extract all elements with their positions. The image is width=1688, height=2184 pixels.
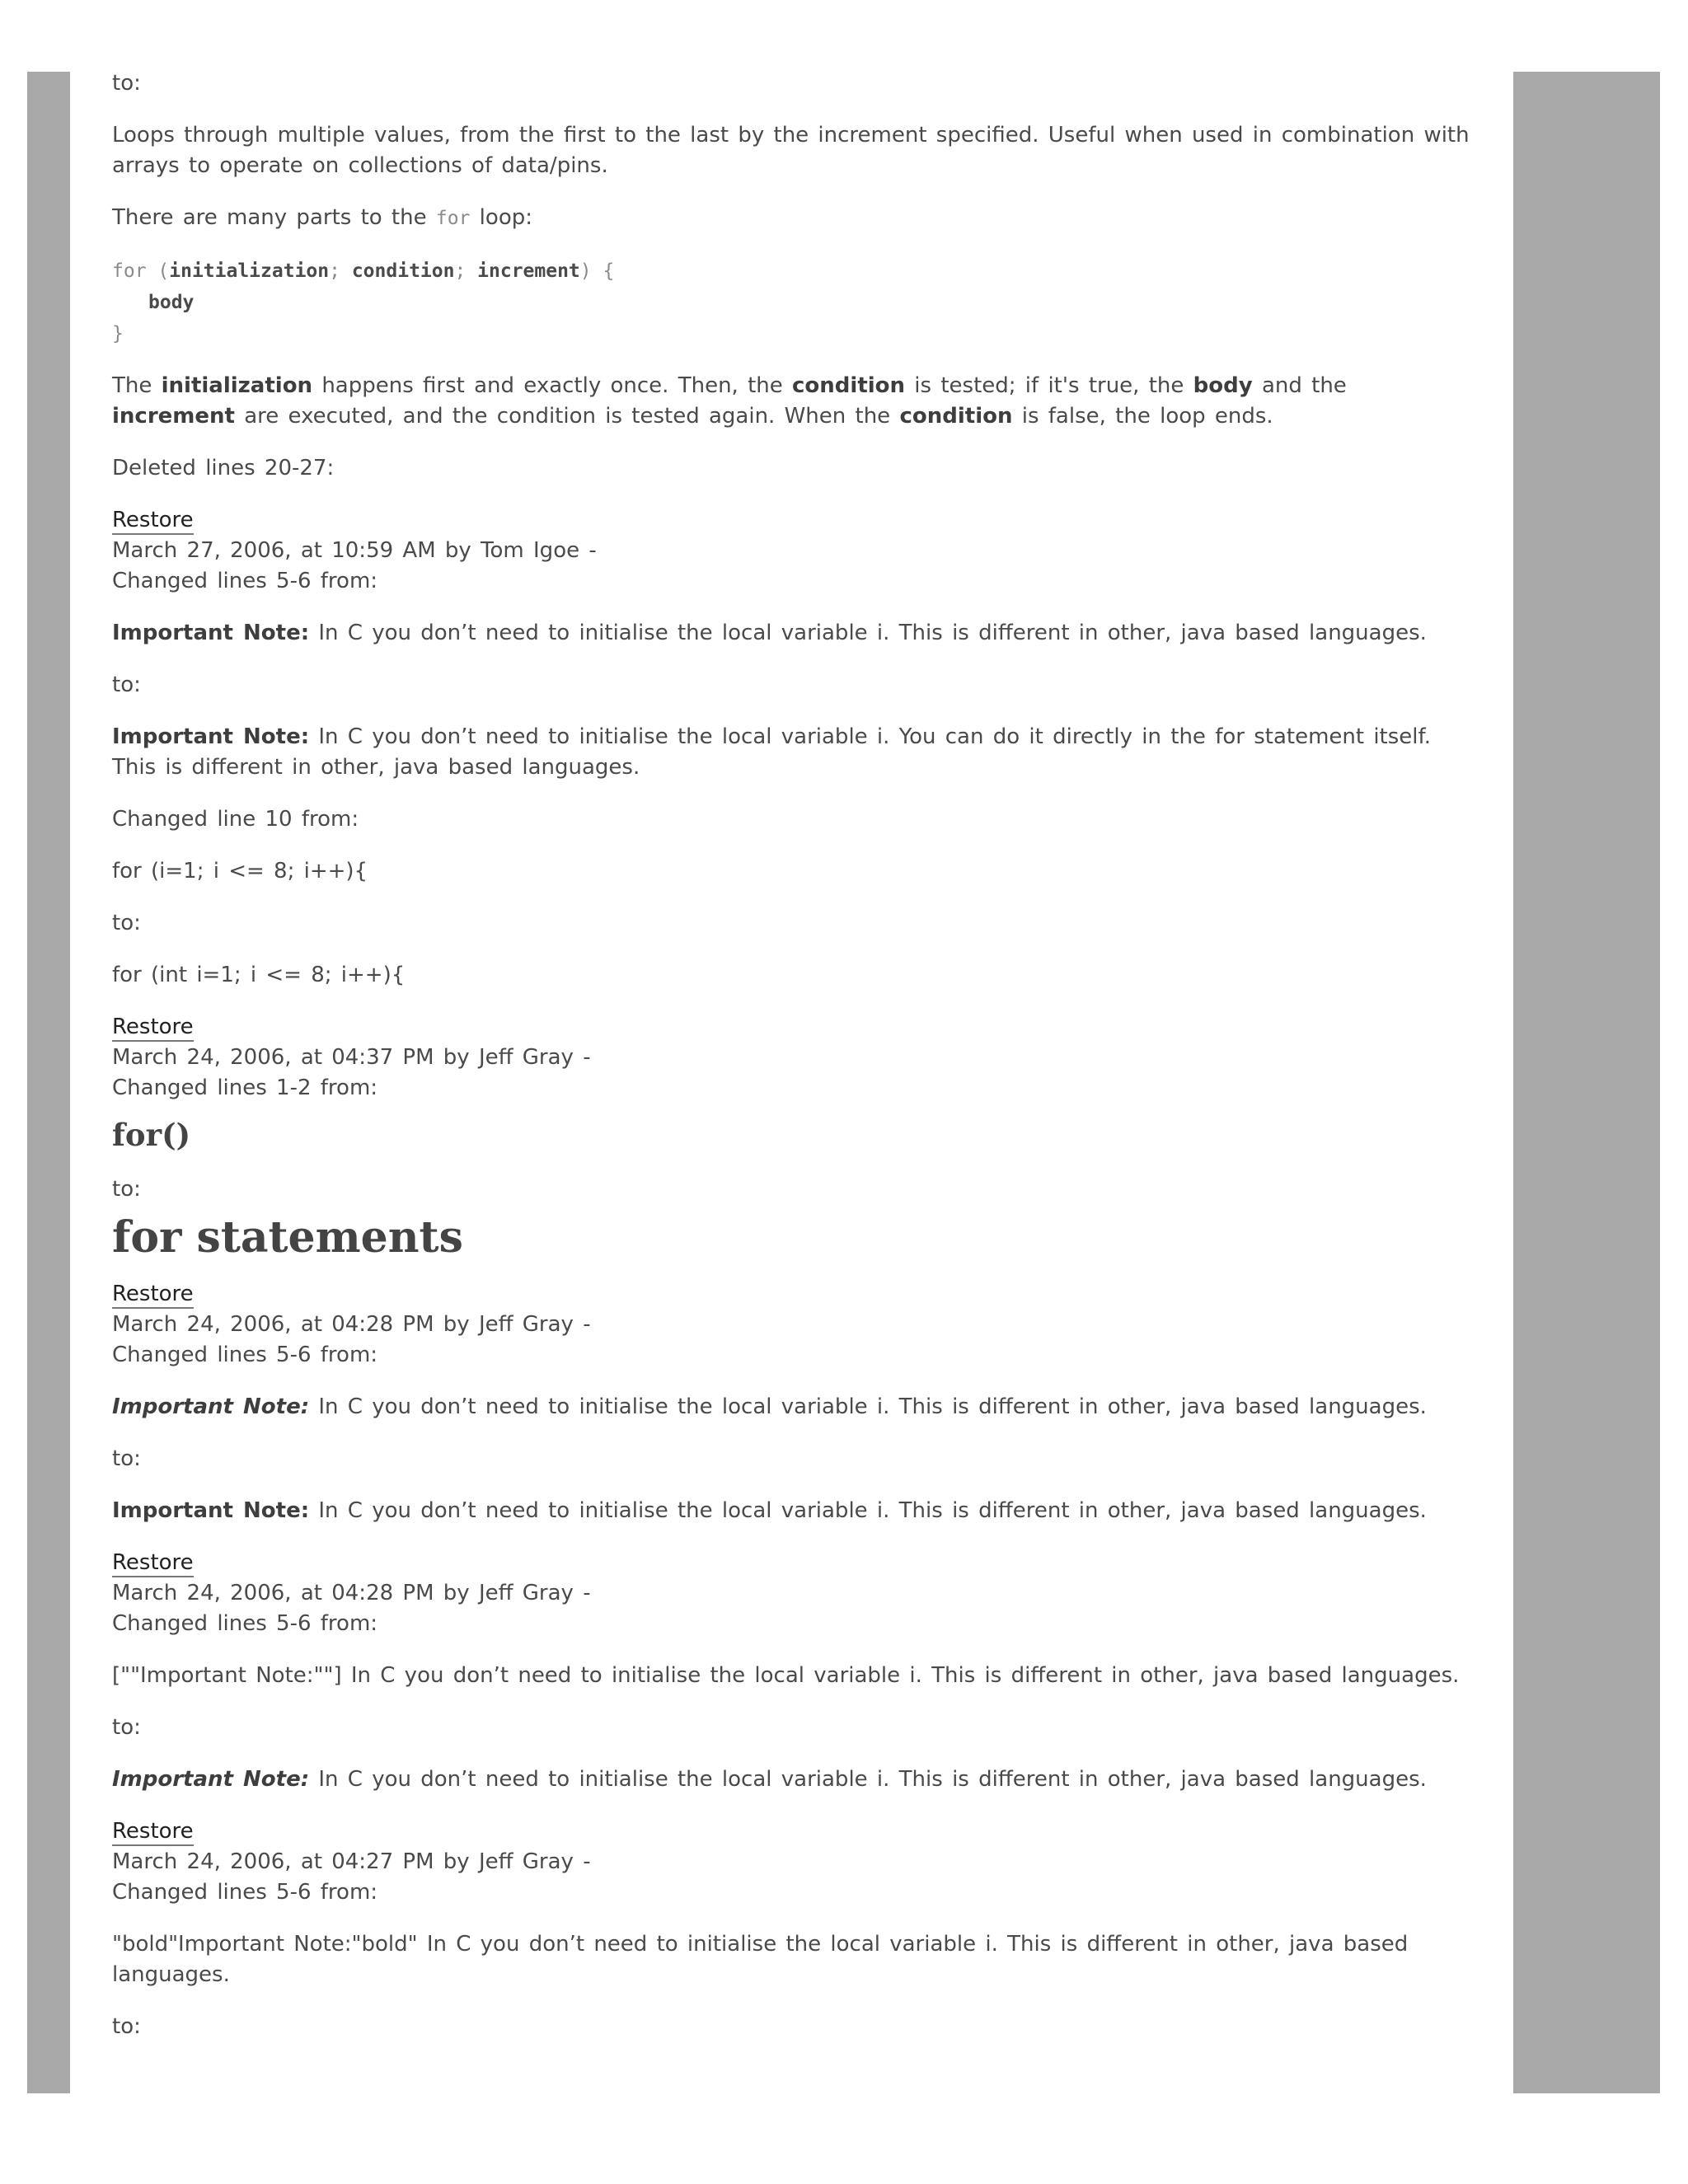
inline-code-for: for [435,208,471,229]
loop-description: Loops through multiple values, from the first to the last by the increment specified. Useful when used in combination with arrays to operate on collections of data/pins. [112,123,1470,178]
new-important-note: Important Note: In C you don’t need to initialise the local variable i. This is different in other, java based languages. [112,1767,1427,1792]
right-page-margin [1513,72,1660,2093]
code-condition: condition [351,260,455,282]
old-important-note: Important Note: In C you don’t need to initialise the local variable i. This is different in other, java based languages. [112,1394,1427,1419]
left-page-margin [27,72,70,2093]
old-code-line: for (i=1; i <= 8; i++){ [112,859,368,883]
to-label: to: [112,71,141,96]
restore-link[interactable]: Restore [112,508,194,535]
new-important-note: Important Note: In C you don’t need to initialise the local variable i. This is different in other, java based languages. [112,1498,1427,1523]
to-label: to: [112,1715,141,1740]
old-heading: for() [112,1117,191,1153]
change-summary: Changed lines 5-6 from: [112,569,378,593]
deleted-lines-note: Deleted lines 20-27: [112,456,335,480]
loop-parts-intro: There are many parts to the for loop: [112,205,532,230]
revision-meta: March 27, 2006, at 10:59 AM by Tom Igoe - [112,538,597,563]
new-heading: for statements [112,1212,463,1263]
new-code-line: for (int i=1; i <= 8; i++){ [112,963,406,987]
change-summary: Changed lines 5-6 from: [112,1611,378,1636]
change-summary: Changed lines 5-6 from: [112,1880,378,1905]
restore-link[interactable]: Restore [112,1550,194,1577]
revision-meta: March 24, 2006, at 04:28 PM by Jeff Gray - [112,1581,591,1605]
restore-link[interactable]: Restore [112,1282,194,1309]
page-content [112,68,1472,2064]
revision-meta: March 24, 2006, at 04:27 PM by Jeff Gray - [112,1849,591,1874]
to-label: to: [112,911,141,935]
to-label: to: [112,1177,141,1202]
change-summary: Changed line 10 from: [112,807,359,832]
to-label: to: [112,673,141,697]
revision-meta: March 24, 2006, at 04:37 PM by Jeff Gray - [112,1045,591,1070]
revision-meta: March 24, 2006, at 04:28 PM by Jeff Gray - [112,1312,591,1337]
restore-link[interactable]: Restore [112,1819,194,1846]
code-initialization: initialization [169,260,330,282]
new-important-note: Important Note: In C you don’t need to initialise the local variable i. You can do it directly in the for statement itself. This is different in other, java based languages. [112,724,1432,780]
code-increment: increment [477,260,580,282]
restore-link[interactable]: Restore [112,1015,194,1042]
change-summary: Changed lines 5-6 from: [112,1343,378,1367]
code-body: body [148,292,195,313]
old-important-note: "bold"Important Note:"bold" In C you don’t need to initialise the local variable i. This is different in other, java based languages. [112,1932,1409,1987]
old-important-note: Important Note: In C you don’t need to initialise the local variable i. This is different in other, java based languages. [112,621,1427,645]
old-important-note: [""Important Note:""] In C you don’t need to initialise the local variable i. This is different in other, java based languages. [112,1663,1460,1688]
change-summary: Changed lines 1-2 from: [112,1076,378,1100]
for-syntax-code-block: for (initialization; condition; increment) { body } [112,260,615,344]
loop-explanation: The initialization happens first and exactly once. Then, the condition is tested; if it's true, the body and the increment are executed, and the condition is tested again. When the condition is false, the loop ends. [112,373,1347,429]
to-label: to: [112,2014,141,2039]
to-label: to: [112,1446,141,1471]
